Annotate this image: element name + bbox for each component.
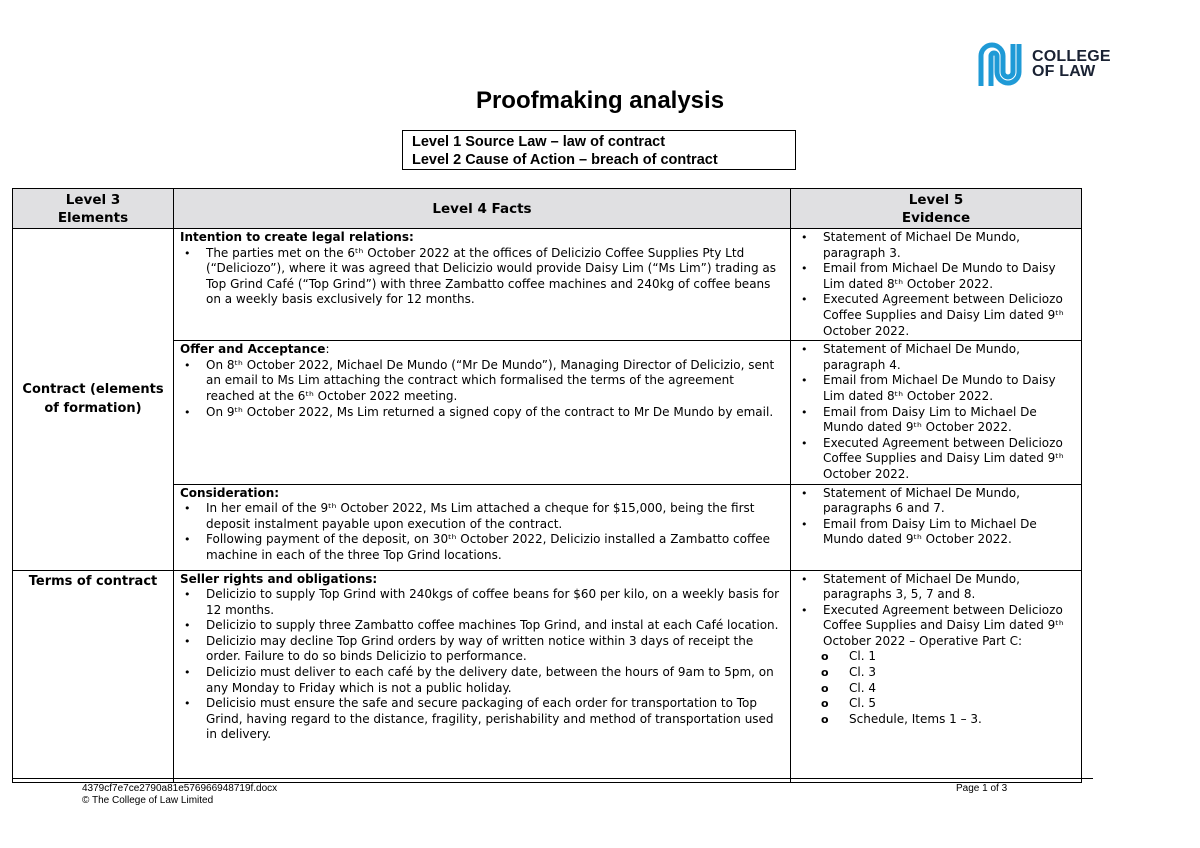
fact-item: • Delicizio to supply three Zambatto coffee machines Top Grind, and instal at each Café location. xyxy=(206,618,784,634)
header-evidence-line2: Evidence xyxy=(901,209,971,226)
college-of-law-logo xyxy=(978,42,1111,86)
facts-cell xyxy=(174,229,791,341)
evidence-cell xyxy=(791,570,1082,782)
proofmaking-table xyxy=(12,188,1082,783)
fact-item: • On 9ᵗʰ October 2022, Ms Lim returned a signed copy of the contract to Mr De Mundo by email. xyxy=(206,405,784,421)
section-title-suffix: : xyxy=(325,342,330,357)
evidence-item: • Statement of Michael De Mundo, paragraph 3. xyxy=(823,230,1075,261)
evidence-cell xyxy=(791,484,1082,570)
footer-left xyxy=(82,783,277,807)
facts-cell xyxy=(174,484,791,570)
header-elements-line2: Elements xyxy=(57,209,129,226)
fact-item: • In her email of the 9ᵗʰ October 2022, Ms Lim attached a cheque for $15,000, being the first deposit instalment payable upon execution of the contract. xyxy=(206,501,784,532)
footer-filename: 4379cf7e7ce2790a81e576966948719f.docx xyxy=(82,783,278,794)
element-cell: Contract (elements of formation) xyxy=(13,229,174,571)
table-row xyxy=(13,229,1082,341)
evidence-item: • Statement of Michael De Mundo, paragraphs 3, 5, 7 and 8. xyxy=(823,572,1075,603)
section-title: Seller rights and obligations: xyxy=(180,571,378,586)
footer-divider xyxy=(12,778,1093,779)
header-row xyxy=(13,189,1082,229)
fact-item: • Following payment of the deposit, on 30ᵗʰ October 2022, Delicizio installed a Zambatto coffee machine in each of the three Top Grind locations. xyxy=(206,532,784,563)
fact-item: • Delicizio may decline Top Grind orders by way of written notice within 3 days of receipt the order. Failure to do so binds Delicizio to performance. xyxy=(206,634,784,665)
sub-evidence-item: o Cl. 4 xyxy=(849,681,1075,697)
section-title: Intention to create legal relations: xyxy=(180,230,414,244)
logo-wordmark xyxy=(1032,49,1111,79)
level-box xyxy=(402,130,796,170)
sub-evidence-item: o Cl. 1 xyxy=(849,649,1075,665)
evidence-item: • Email from Daisy Lim to Michael De Mundo dated 9ᵗʰ October 2022. xyxy=(823,517,1075,548)
facts-cell xyxy=(174,341,791,484)
fact-item: • On 8ᵗʰ October 2022, Michael De Mundo (“Mr De Mundo”), Managing Director of Delicizio, sent an email to Ms Lim attaching the contract which formalised the terms of the agreement reached at the 6ᵗʰ October 2022 meeting. xyxy=(206,358,784,405)
sub-evidence-item: o Schedule, Items 1 – 3. xyxy=(849,712,1075,728)
footer-page-number: Page 1 of 3 xyxy=(956,783,1008,794)
section-title: Offer and Acceptance xyxy=(180,342,326,357)
evidence-item: • Executed Agreement between Deliciozo Coffee Supplies and Daisy Lim dated 9ᵗʰ October 2022. xyxy=(823,292,1075,339)
header-evidence xyxy=(791,189,1082,229)
evidence-item: • Executed Agreement between Deliciozo Coffee Supplies and Daisy Lim dated 9ᵗʰ October 2022 – Operative Part C: xyxy=(823,603,1075,650)
fact-item: • Delicisio must ensure the safe and secure packaging of each order for transportation to Top Grind, having regard to the distance, fragility, perishability and method of transportation used in delivery. xyxy=(206,696,784,743)
logo-line-1: COLLEGE xyxy=(1032,48,1111,65)
level-2-text: Level 2 Cause of Action – breach of contract xyxy=(412,152,718,168)
header-facts: Level 4 Facts xyxy=(174,189,791,229)
header-elements-line1: Level 3 xyxy=(65,191,121,208)
evidence-item: • Email from Michael De Mundo to Daisy Lim dated 8ᵗʰ October 2022. xyxy=(823,373,1075,404)
facts-cell xyxy=(174,570,791,782)
table-row xyxy=(13,341,1082,484)
fact-item: • Delicizio to supply Top Grind with 240kgs of coffee beans for $60 per kilo, on a weekly basis for 12 months. xyxy=(206,587,784,618)
evidence-item: • Executed Agreement between Deliciozo Coffee Supplies and Daisy Lim dated 9ᵗʰ October 2022. xyxy=(823,436,1075,483)
table-row xyxy=(13,570,1082,782)
sub-evidence-item: o Cl. 3 xyxy=(849,665,1075,681)
evidence-cell xyxy=(791,229,1082,341)
fact-item: • Delicizio must deliver to each café by the delivery date, between the hours of 9am to 5pm, on any Monday to Friday which is not a public holiday. xyxy=(206,665,784,696)
level-1-text: Level 1 Source Law – law of contract xyxy=(412,134,666,150)
logo-line-2: OF LAW xyxy=(1032,63,1096,80)
fact-item: • The parties met on the 6ᵗʰ October 2022 at the offices of Delicizio Coffee Supplies Pty Ltd (“Deliciozo”), where it was agreed that Delicizio would provide Daisy Lim (“Ms Lim”) trading as Top Grind Café (“Top Grind”) with three Zambatto coffee machines and 240kg of coffee beans on a weekly basis exclusively for 12 months. xyxy=(206,246,784,308)
evidence-item: • Email from Michael De Mundo to Daisy Lim dated 8ᵗʰ October 2022. xyxy=(823,261,1075,292)
sub-evidence-item: o Cl. 5 xyxy=(849,696,1075,712)
evidence-item: • Statement of Michael De Mundo, paragraph 4. xyxy=(823,342,1075,373)
header-evidence-line1: Level 5 xyxy=(908,191,964,208)
page-title: Proofmaking analysis xyxy=(475,87,725,114)
table-row xyxy=(13,484,1082,570)
evidence-item: • Email from Daisy Lim to Michael De Mundo dated 9ᵗʰ October 2022. xyxy=(823,405,1075,436)
element-cell: Terms of contract xyxy=(13,570,174,782)
section-title: Consideration: xyxy=(180,485,280,500)
evidence-cell xyxy=(791,341,1082,484)
college-of-law-logo-icon xyxy=(978,42,1026,86)
footer-copyright: © The College of Law Limited xyxy=(82,795,214,806)
evidence-item: • Statement of Michael De Mundo, paragraphs 6 and 7. xyxy=(823,486,1075,517)
header-elements xyxy=(13,189,174,229)
